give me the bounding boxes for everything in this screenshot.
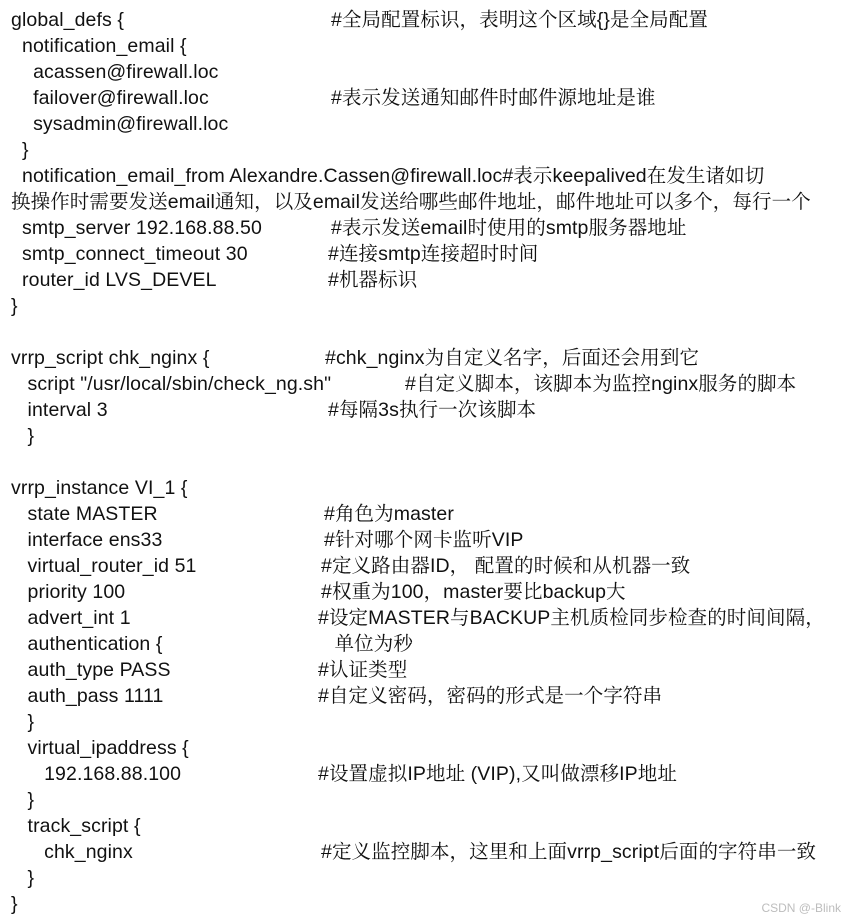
config-line [0, 709, 849, 735]
line-code: } [11, 867, 35, 889]
line-comment: #权重为100，master要比backup大 [321, 581, 626, 603]
config-line [0, 137, 849, 163]
line-code: auth_pass 1111 [11, 685, 164, 707]
config-line [0, 371, 849, 397]
line-comment: #自定义密码，密码的形式是一个字符串 [318, 685, 663, 707]
line-code: 192.168.88.100 [11, 763, 182, 785]
config-line [0, 735, 849, 761]
config-line [0, 293, 849, 319]
config-line [0, 345, 849, 371]
config-line [0, 605, 849, 631]
config-line [0, 761, 849, 787]
line-comment: #连接smtp连接超时时间 [328, 243, 539, 265]
line-code: authentication { [11, 633, 163, 655]
line-comment: #针对哪个网卡监听VIP [324, 529, 524, 551]
line-code: priority 100 [11, 581, 126, 603]
config-line [0, 319, 849, 345]
line-comment: 单位为秒 [318, 633, 413, 655]
config-line [0, 891, 849, 917]
line-code: smtp_server 192.168.88.50 [11, 217, 262, 239]
line-code: vrrp_script chk_nginx { [11, 347, 210, 369]
config-line [0, 189, 849, 215]
line-code: notification_email_from Alexandre.Cassen@firewall.loc#表示keepalived在发生诸如切 [11, 165, 765, 187]
config-line [0, 631, 849, 657]
line-code: } [11, 789, 35, 811]
line-code: global_defs { [11, 9, 124, 31]
config-line [0, 579, 849, 605]
config-line [0, 501, 849, 527]
csdn-watermark: CSDN @-Blink [761, 901, 841, 915]
line-code: track_script { [11, 815, 141, 837]
config-line [0, 449, 849, 475]
config-line [0, 475, 849, 501]
line-comment: #设置虚拟IP地址 (VIP),又叫做漂移IP地址 [318, 763, 677, 785]
line-code: } [11, 295, 18, 317]
line-code: } [11, 425, 35, 447]
config-line [0, 397, 849, 423]
line-comment: #机器标识 [328, 269, 418, 291]
line-code: notification_email { [11, 35, 187, 57]
config-line [0, 85, 849, 111]
line-code: chk_nginx [11, 841, 133, 863]
line-code: failover@firewall.loc [11, 87, 209, 109]
line-code: 换操作时需要发送email通知，以及email发送给哪些邮件地址，邮件地址可以多个，每行一个 [11, 191, 811, 213]
line-code: } [11, 711, 35, 733]
line-code: virtual_router_id 51 [11, 555, 197, 577]
line-code: smtp_connect_timeout 30 [11, 243, 248, 265]
line-comment: #chk_nginx为自定义名字，后面还会用到它 [325, 347, 700, 369]
line-code: advert_int 1 [11, 607, 131, 629]
config-line [0, 241, 849, 267]
line-comment: #每隔3s执行一次该脚本 [328, 399, 537, 421]
config-line [0, 7, 849, 33]
config-line [0, 267, 849, 293]
config-line [0, 163, 849, 189]
line-comment: #认证类型 [318, 659, 408, 681]
line-code: state MASTER [11, 503, 158, 525]
line-code: interval 3 [11, 399, 108, 421]
config-line [0, 59, 849, 85]
config-line [0, 553, 849, 579]
line-comment: #定义路由器ID， 配置的时候和从机器一致 [321, 555, 691, 577]
line-comment: #角色为master [324, 503, 454, 525]
config-line [0, 865, 849, 891]
line-code: interface ens33 [11, 529, 163, 551]
config-line [0, 813, 849, 839]
line-code: script "/usr/local/sbin/check_ng.sh" [11, 373, 332, 395]
line-code: router_id LVS_DEVEL [11, 269, 217, 291]
config-line [0, 423, 849, 449]
line-code: } [11, 139, 29, 161]
line-code: virtual_ipaddress { [11, 737, 189, 759]
config-line [0, 215, 849, 241]
line-code: sysadmin@firewall.loc [11, 113, 229, 135]
config-line [0, 527, 849, 553]
config-line [0, 33, 849, 59]
line-comment: #全局配置标识，表明这个区域{}是全局配置 [331, 9, 708, 31]
config-line [0, 657, 849, 683]
line-comment: #表示发送通知邮件时邮件源地址是谁 [331, 87, 656, 109]
line-comment: #自定义脚本，该脚本为监控nginx服务的脚本 [405, 373, 797, 395]
config-line [0, 839, 849, 865]
line-comment: #设定MASTER与BACKUP主机质检同步检查的时间间隔， [318, 607, 825, 629]
config-line [0, 787, 849, 813]
config-line [0, 683, 849, 709]
line-code: auth_type PASS [11, 659, 171, 681]
line-code: vrrp_instance VI_1 { [11, 477, 188, 499]
config-line [0, 111, 849, 137]
line-code: } [11, 893, 18, 915]
line-code: acassen@firewall.loc [11, 61, 219, 83]
line-comment: #定义监控脚本，这里和上面vrrp_script后面的字符串一致 [321, 841, 817, 863]
line-comment: #表示发送email时使用的smtp服务器地址 [331, 217, 687, 239]
